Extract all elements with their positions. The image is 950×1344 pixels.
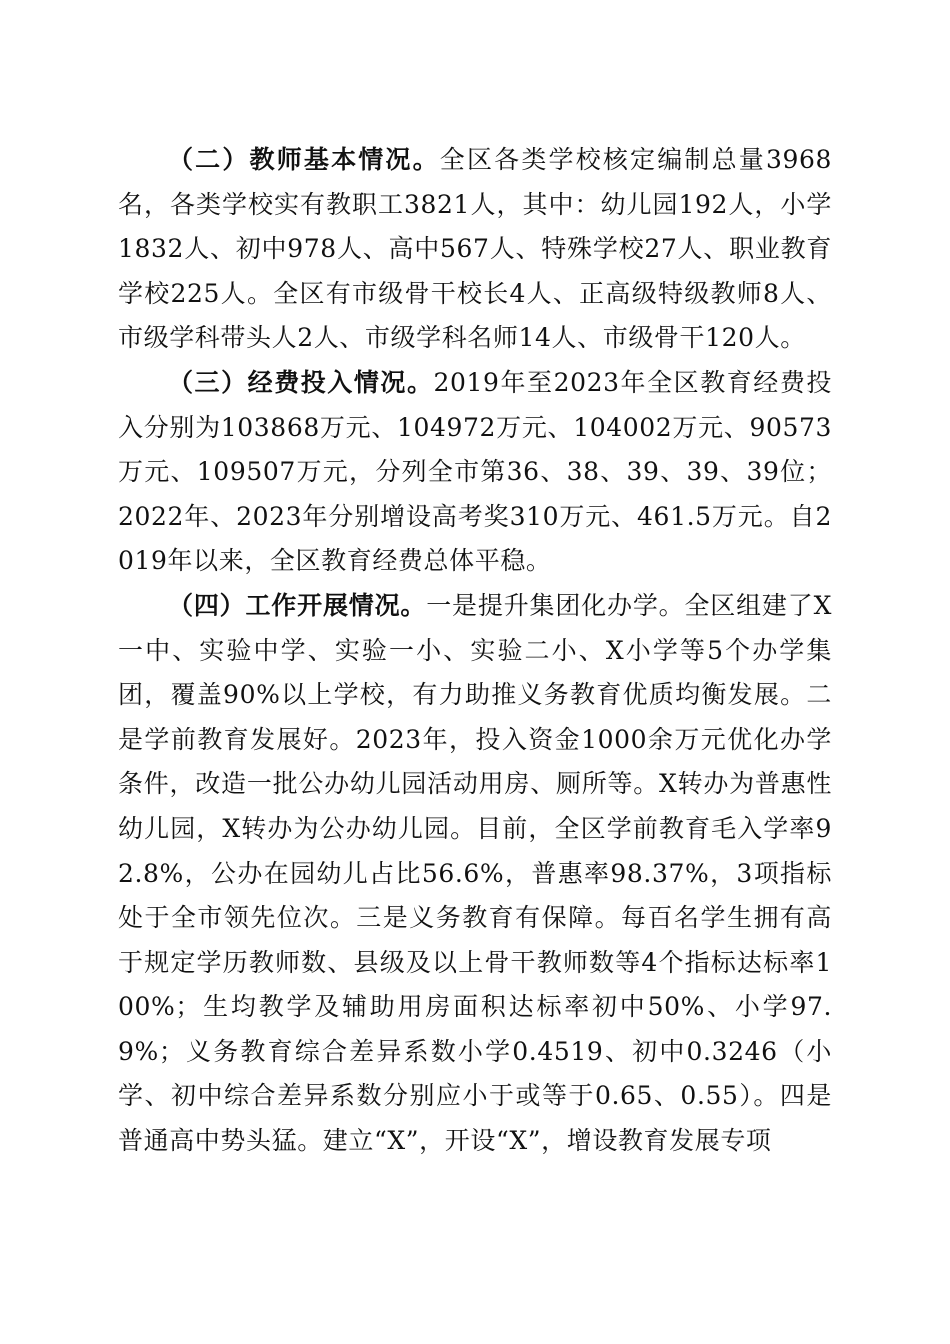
paragraph-heading: （四）工作开展情况。: [168, 590, 427, 620]
paragraph-teacher-situation: [118, 138, 832, 361]
document-body: [118, 138, 832, 1164]
paragraph-heading: （二）教师基本情况。: [168, 145, 440, 174]
paragraph-text: 全区各类学校核定编制总量3968名，各类学校实有教职工3821人，其中：幼儿园192人，小学1832人、初中978人、高中567人、特殊学校27人、职业教育学校225人。全区有市级骨干校长4人、正高级特级教师8人、市级学科带头人2人、市级学科名师14人、市级骨干120人。: [118, 145, 832, 353]
paragraph-text: 2019年至2023年全区教育经费投入分别为103868万元、104972万元、104002万元、90573万元、109507万元，分列全市第36、38、39、39、39位；2022年、2023年分别增设高考奖310万元、461.5万元。自2019年以来，全区教育经费总体平稳。: [118, 367, 832, 576]
paragraph-work-progress: [118, 584, 832, 1164]
paragraph-funding-situation: [118, 361, 832, 584]
paragraph-heading: （三）经费投入情况。: [168, 367, 434, 397]
paragraph-text: 一是提升集团化办学。全区组建了X一中、实验中学、实验一小、实验二小、X小学等5个办学集团，覆盖90%以上学校，有力助推义务教育优质均衡发展。二是学前教育发展好。2023年，投入资金1000余万元优化办学条件，改造一批公办幼儿园活动用房、厕所等。X转办为普惠性幼儿园，X转办为公办幼儿园。目前，全区学前教育毛入学率92.8%，公办在园幼儿占比56.6%，普惠率98.37%，3项指标处于全市领先位次。三是义务教育有保障。每百名学生拥有高于规定学历教师数、县级及以上骨干教师数等4个指标达标率100%；生均教学及辅助用房面积达标率初中50%、小学97.9%；义务教育综合差异系数小学0.4519、初中0.3246（小学、初中综合差异系数分别应小于或等于0.65、0.55）。四是普通高中势头猛。建立“X”，开设“X”，增设教育发展专项: [118, 590, 832, 1156]
